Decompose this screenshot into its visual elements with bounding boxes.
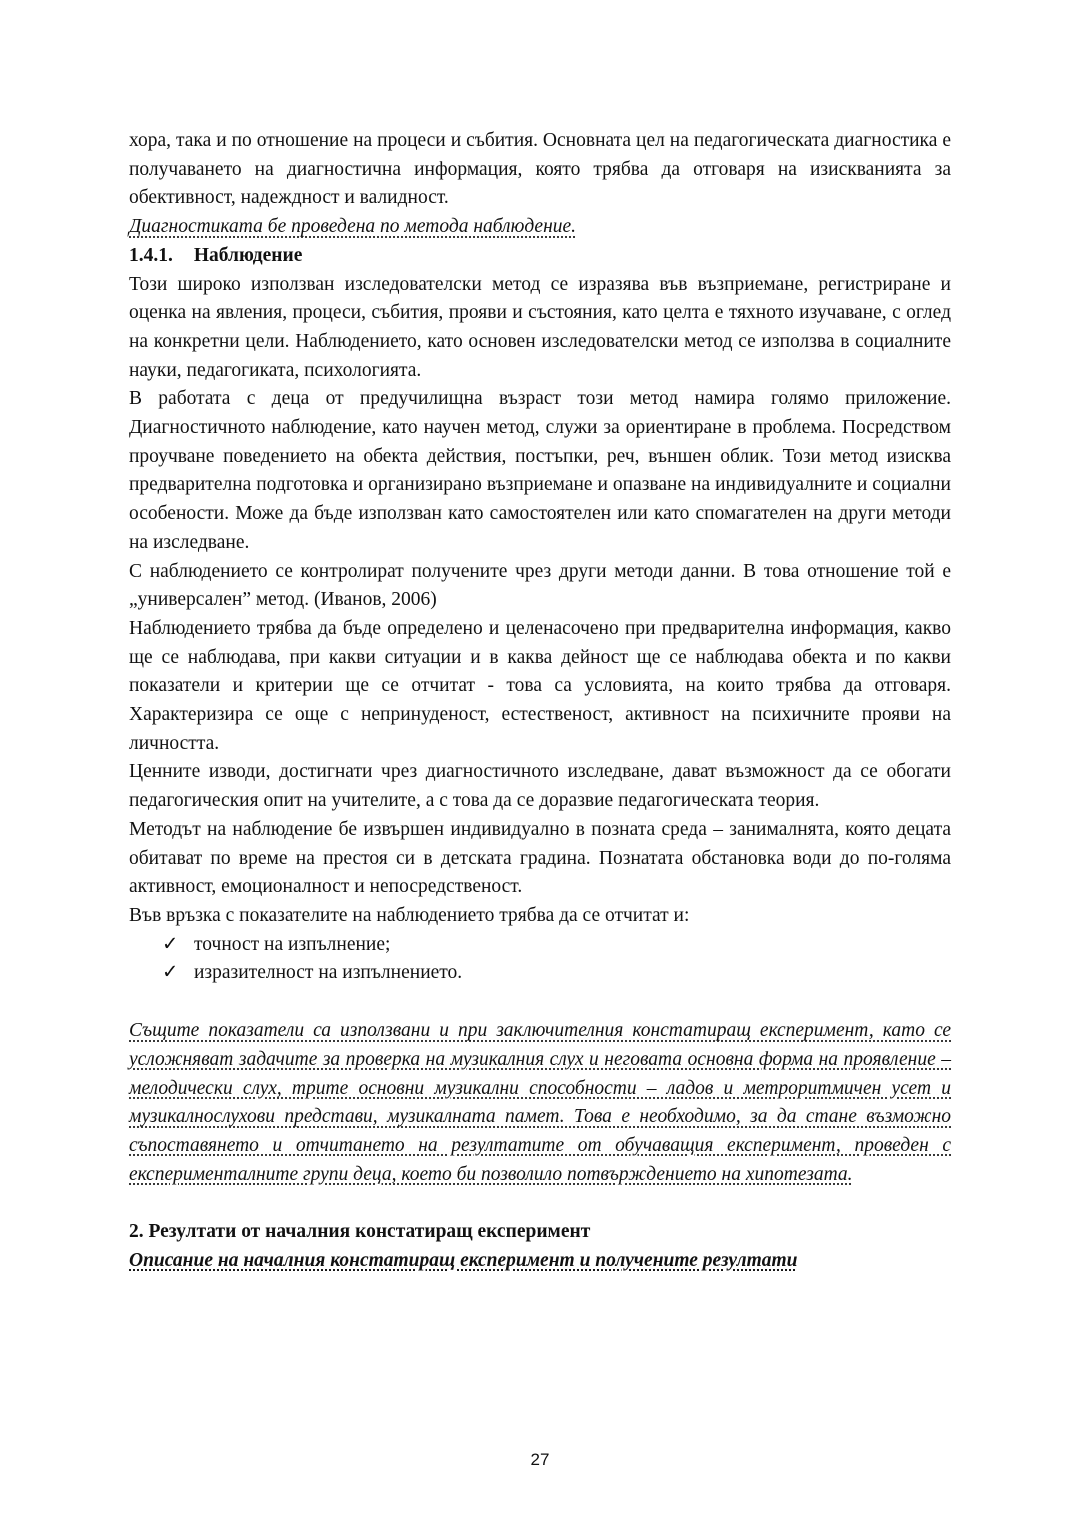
indicators-note: Същите показатели са използвани и при заключителния констатиращ експеримент, като се усложняват задачите за проверка на музикалния слух и неговата основна форма на проявление – мелодически слух, трите основни музикални способности – ладов и метроритмичен усет и музикалнослухови представи, музикалната памет. Това е необходимо, за да стане възможно съпоставянето и отчитането на резултатите от обучаващия експеримент, проведен с експерименталните групи деца, което би позволило потвърждението на хипотезата.	[129, 1020, 951, 1185]
paragraph-preschool: В работата с деца от предучилищна възраст този метод намира голямо приложение. Диагностичното наблюдение, като научен метод, служи за ориентиране в проблема. Посредством проучване поведението на обекта действия, постъпки, реч, външен облик. Този метод изисква предварителна подготовка и организирано възприемане и опазване на индивидуалните и социални особености. Може да бъде използван като самостоятелен или като спомагателен на други методи на изследване.	[129, 388, 951, 553]
section-title: Наблюдение	[193, 244, 303, 266]
paragraph-conclusions: Ценните изводи, достигнати чрез диагностичното изследване, дават възможност да се обогати педагогическия опит на учителите, а с това да се доразвие педагогическата теория.	[129, 761, 951, 812]
list-item-text: изразителност на изпълнението.	[194, 962, 463, 984]
list-item	[162, 959, 951, 988]
section-heading	[129, 242, 951, 271]
page-number: 27	[530, 1450, 550, 1469]
results-section	[129, 1218, 951, 1275]
paragraph-indicators-intro: Във връзка с показателите на наблюдението трябва да се отчитат и:	[129, 904, 690, 926]
intro-paragraph: хора, така и по отношение на процеси и събития. Основната цел на педагогическата диагностика е получаването на диагностична информация, която трябва да отговаря на изискванията за обективност, надеждност и валидност.	[129, 130, 951, 209]
check-icon: ✓	[162, 933, 179, 955]
section-number: 1.4.1.	[129, 244, 173, 266]
indicator-checklist	[129, 931, 951, 988]
list-item	[162, 931, 951, 960]
results-subheading: Описание на началния констатиращ експеримент и получените резултати	[129, 1250, 798, 1272]
results-heading: 2. Резултати от началния констатиращ експеримент	[129, 1221, 591, 1243]
paragraph-control: С наблюдението се контролират получените чрез други методи данни. В това отношение той е „универсален” метод. (Иванов, 2006)	[129, 560, 951, 611]
method-note: Диагностиката бе проведена по метода наблюдение.	[129, 216, 577, 238]
spacer	[129, 988, 951, 1017]
paragraph-environment: Методът на наблюдение бе извършен индивидуално в позната среда – занималнята, която децата обитават по време на престоя си в детската градина. Познатата обстановка води до по-голяма активност, емоционалност и непосредственост.	[129, 818, 951, 898]
page-content	[129, 127, 951, 1276]
list-item-text: точност на изпълнение;	[194, 933, 391, 955]
paragraph-definition: Този широко използван изследователски метод се изразява във възприемане, регистриране и оценка на явления, процеси, събития, прояви и състояния, като целта е тяхното изучаване, с оглед на конкретни цели. Наблюдението, като основен изследователски метод се използва в социалните науки, педагогиката, психологията.	[129, 273, 951, 381]
check-icon: ✓	[162, 962, 179, 984]
paragraph-requirements: Наблюдението трябва да бъде определено и целенасочено при предварителна информация, какво ще се наблюдава, при какви ситуации и в каква дейност ще се наблюдава обекта и по какви показатели и критерии ще се отчитат - това са условията, на които трябва да отговаря. Характеризира се още с непринуденост, естественост, активност на психичните прояви на личността.	[129, 617, 951, 754]
